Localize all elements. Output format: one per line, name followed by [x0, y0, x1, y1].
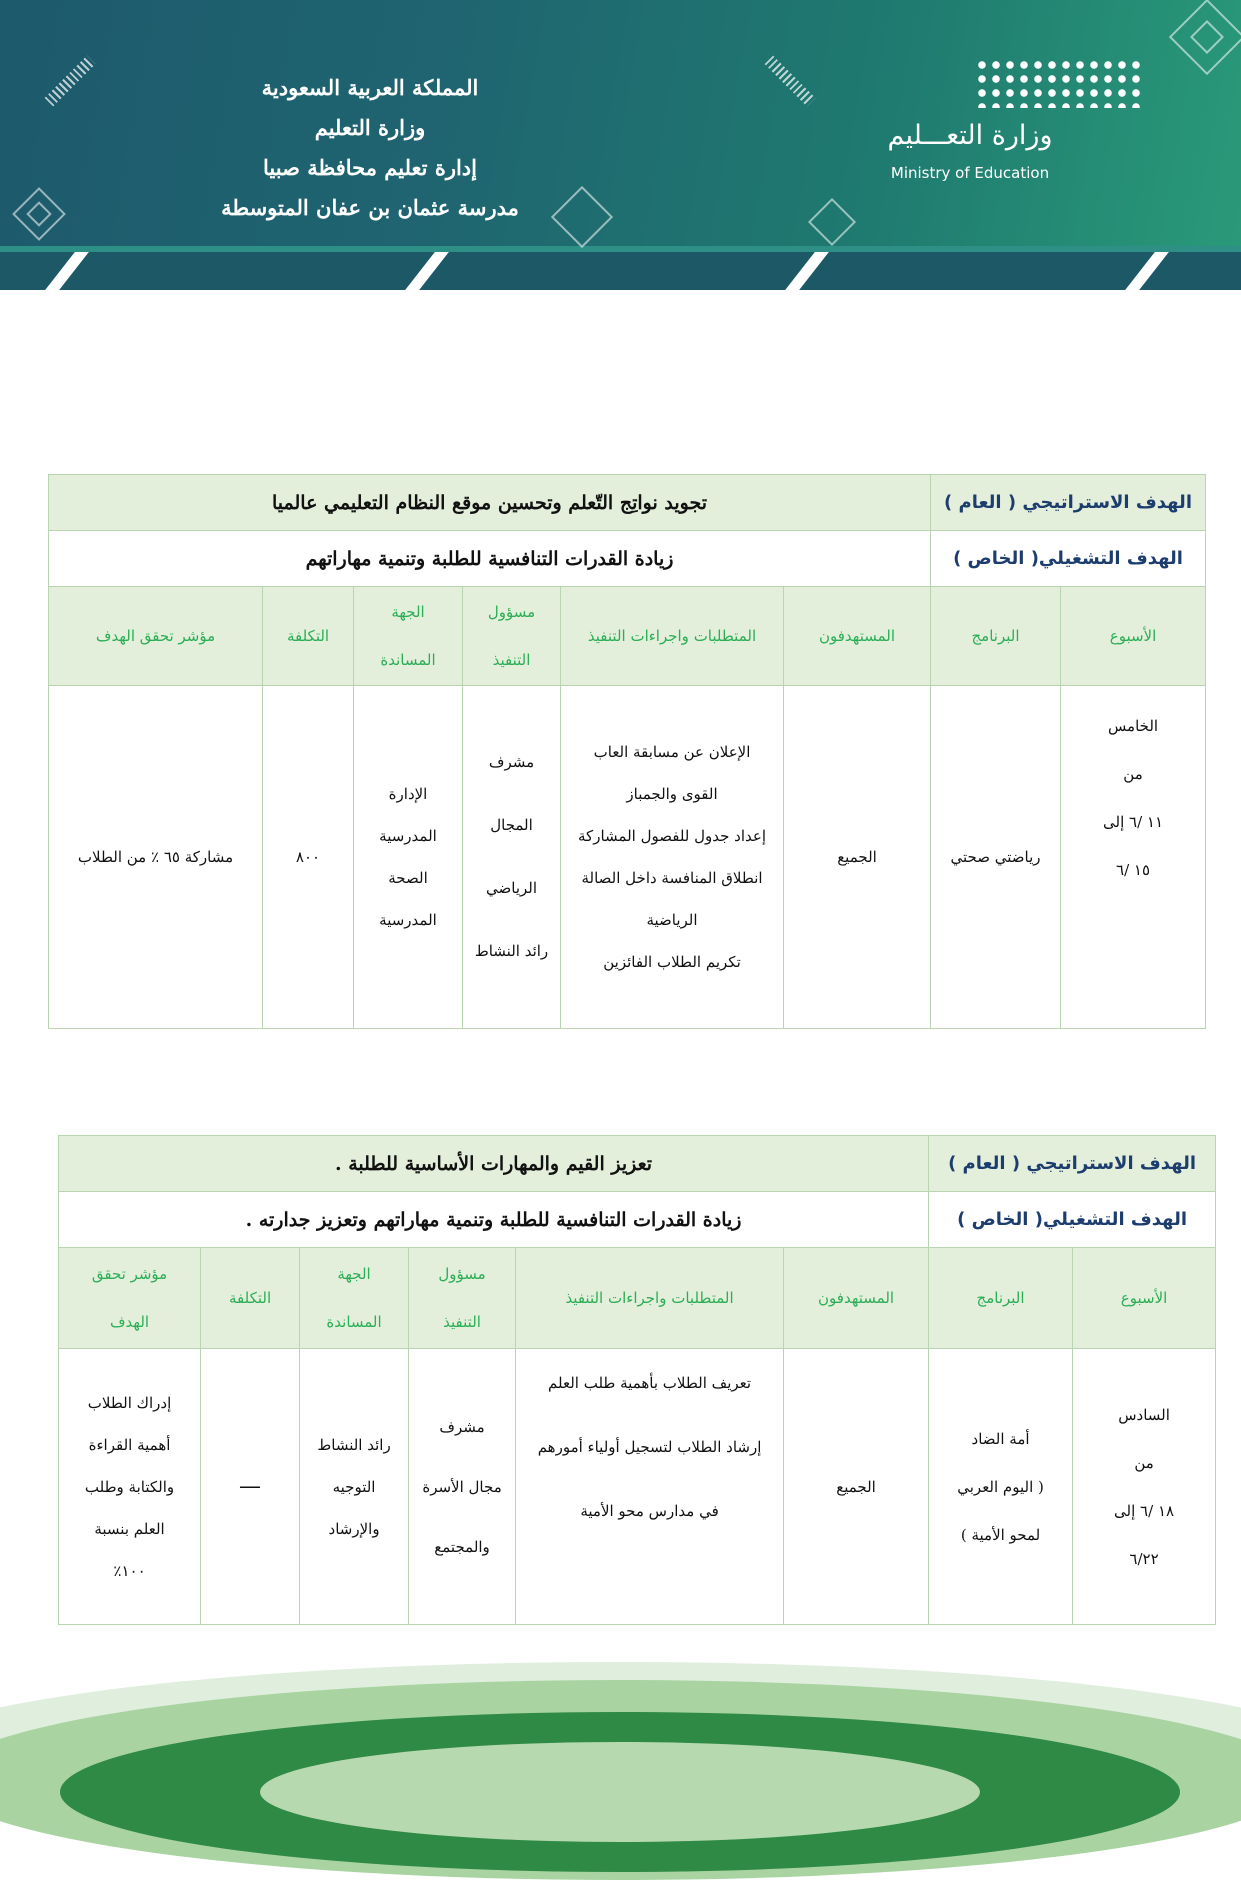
requirements-cell — [561, 686, 784, 1029]
cost-cell: ٨٠٠ — [263, 686, 354, 1029]
government-heading — [170, 68, 570, 228]
indicator-line: ١٠٠٪ — [113, 1561, 146, 1580]
requirement-line: انطلاق المنافسة داخل الصالة — [581, 869, 763, 887]
plan-table-1 — [48, 474, 1206, 1029]
col-header-week: الأسبوع — [1061, 587, 1206, 686]
strategic-goal-row — [49, 475, 1206, 531]
target-cell: الجميع — [784, 1349, 929, 1625]
logo-dots-icon — [975, 58, 1145, 108]
support-line: المدرسية — [379, 827, 437, 845]
support-cell — [300, 1349, 409, 1625]
col-header-support: الجهة المساندة — [300, 1248, 409, 1349]
support-line: والإرشاد — [328, 1519, 380, 1538]
requirement-line: إعداد جدول للفصول المشاركة — [578, 827, 767, 845]
requirement-line: تكريم الطلاب الفائزين — [603, 953, 741, 971]
operational-goal-text: زيادة القدرات التنافسية للطلبة وتنمية مهاراتهم — [49, 531, 931, 587]
program-line: أمة الضاد — [971, 1429, 1030, 1448]
requirements-cell — [516, 1349, 784, 1625]
banner-stripe — [0, 252, 1241, 290]
decor-hatch — [45, 56, 96, 107]
support-line: رائد النشاط — [317, 1435, 391, 1454]
responsible-line: مشرف — [439, 1417, 485, 1436]
responsible-line: مشرف — [488, 753, 535, 771]
support-line: الإدارة — [388, 785, 428, 803]
kingdom-name: المملكة العربية السعودية — [261, 75, 479, 100]
logo-english-text: Ministry of Education — [890, 164, 1050, 182]
indicator-cell — [59, 1349, 201, 1625]
operational-goal-row — [49, 531, 1206, 587]
col-header-requirements: المتطلبات واجراءات التنفيذ — [561, 587, 784, 686]
col-header-program: البرنامج — [929, 1248, 1073, 1349]
col-header-week: الأسبوع — [1073, 1248, 1216, 1349]
col-header-responsible: مسؤول التنفيذ — [409, 1248, 516, 1349]
col-header-indicator: مؤشر تحقق الهدف — [49, 587, 263, 686]
requirement-line: القوى والجمباز — [626, 785, 718, 803]
support-line: التوجيه — [332, 1477, 376, 1496]
week-line: السادس — [1118, 1405, 1170, 1424]
strategic-goal-text: تجويد نواتِج التّعلم وتحسين موقع النظام التعليمي عالميا — [49, 475, 931, 531]
target-cell: الجميع — [784, 686, 931, 1029]
col-header-cost: التكلفة — [201, 1248, 300, 1349]
directorate-name: إدارة تعليم محافظة صبيا — [263, 155, 477, 180]
support-line: الصحة — [388, 869, 428, 887]
school-name: مدرسة عثمان بن عفان المتوسطة — [221, 195, 519, 220]
support-line: المدرسية — [379, 911, 437, 929]
column-header-row — [49, 587, 1206, 686]
col-header-target: المستهدفون — [784, 587, 931, 686]
support-cell — [354, 686, 463, 1029]
week-cell — [1073, 1349, 1216, 1625]
operational-goal-label: الهدف التشغيلي( الخاص ) — [929, 1192, 1216, 1248]
col-header-cost: التكلفة — [263, 587, 354, 686]
requirement-line: تعريف الطلاب بأهمية طلب العلم — [548, 1374, 752, 1392]
week-line: الخامس — [1107, 717, 1159, 735]
col-header-program: البرنامج — [931, 587, 1061, 686]
program-line: لمحو الأمية ) — [960, 1525, 1041, 1544]
plan-table-2 — [58, 1135, 1216, 1625]
col-header-target: المستهدفون — [784, 1248, 929, 1349]
column-header-row — [59, 1248, 1216, 1349]
responsible-line: والمجتمع — [434, 1537, 490, 1556]
indicator-cell: مشاركة ٦٥ ٪ من الطلاب — [49, 686, 263, 1029]
week-line: من — [1134, 1453, 1154, 1472]
strategic-goal-label: الهدف الاستراتيجي ( العام ) — [931, 475, 1206, 531]
table-row — [49, 686, 1206, 1029]
operational-goal-label: الهدف التشغيلي( الخاص ) — [931, 531, 1206, 587]
operational-goal-text: زيادة القدرات التنافسية للطلبة وتنمية مهاراتهم وتعزيز جدارته . — [59, 1192, 929, 1248]
responsible-line: مجال الأسرة — [422, 1477, 502, 1496]
week-cell — [1061, 686, 1206, 1029]
week-line: ١١ /٦ إلى — [1103, 813, 1164, 831]
indicator-line: العلم بنسبة — [94, 1519, 165, 1538]
requirement-line: الإعلان عن مسابقة العاب — [593, 743, 751, 761]
header-banner — [0, 0, 1241, 290]
requirement-line: في مدارس محو الأمية — [580, 1502, 719, 1520]
operational-goal-row — [59, 1192, 1216, 1248]
responsible-line: رائد النشاط — [474, 942, 549, 960]
ministry-name: وزارة التعليم — [314, 115, 426, 140]
ministry-logo — [870, 58, 1070, 182]
indicator-line: إدراك الطلاب — [87, 1393, 172, 1412]
responsible-line: الرياضي — [486, 879, 538, 897]
logo-arabic-text: وزارة التعـــليم — [887, 120, 1053, 151]
indicator-line: والكتابة وطلب — [84, 1477, 175, 1496]
table-row — [59, 1349, 1216, 1625]
responsible-cell — [463, 686, 561, 1029]
requirement-line: إرشاد الطلاب لتسجيل أولياء أمورهم — [537, 1438, 762, 1456]
col-header-indicator — [59, 1248, 201, 1349]
week-line: ١٥ /٦ — [1116, 861, 1151, 879]
indicator-line: أهمية القراءة — [88, 1435, 171, 1454]
week-line: ١٨ /٦ إلى — [1114, 1501, 1175, 1520]
header-line: مؤشر تحقق — [91, 1265, 168, 1283]
decor-hatch — [765, 56, 816, 107]
col-header-requirements: المتطلبات واجراءات التنفيذ — [516, 1248, 784, 1349]
program-cell — [929, 1349, 1073, 1625]
decor-diamond — [808, 198, 856, 246]
week-line: من — [1123, 765, 1143, 783]
strategic-goal-label: الهدف الاستراتيجي ( العام ) — [929, 1136, 1216, 1192]
responsible-line: المجال — [490, 816, 533, 834]
program-cell: رياضتي صحتي — [931, 686, 1061, 1029]
header-line: الهدف — [109, 1313, 150, 1331]
footer-wave — [260, 1742, 980, 1842]
requirement-line: الرياضية — [646, 911, 698, 929]
col-header-support: الجهة المساندة — [354, 587, 463, 686]
strategic-goal-row — [59, 1136, 1216, 1192]
col-header-responsible: مسؤول التنفيذ — [463, 587, 561, 686]
responsible-cell — [409, 1349, 516, 1625]
strategic-goal-text: تعزيز القيم والمهارات الأساسية للطلبة . — [59, 1136, 929, 1192]
program-line: ( اليوم العربي — [957, 1477, 1044, 1496]
week-line: ٦/٢٢ — [1129, 1549, 1159, 1568]
cost-cell: — — [201, 1349, 300, 1625]
